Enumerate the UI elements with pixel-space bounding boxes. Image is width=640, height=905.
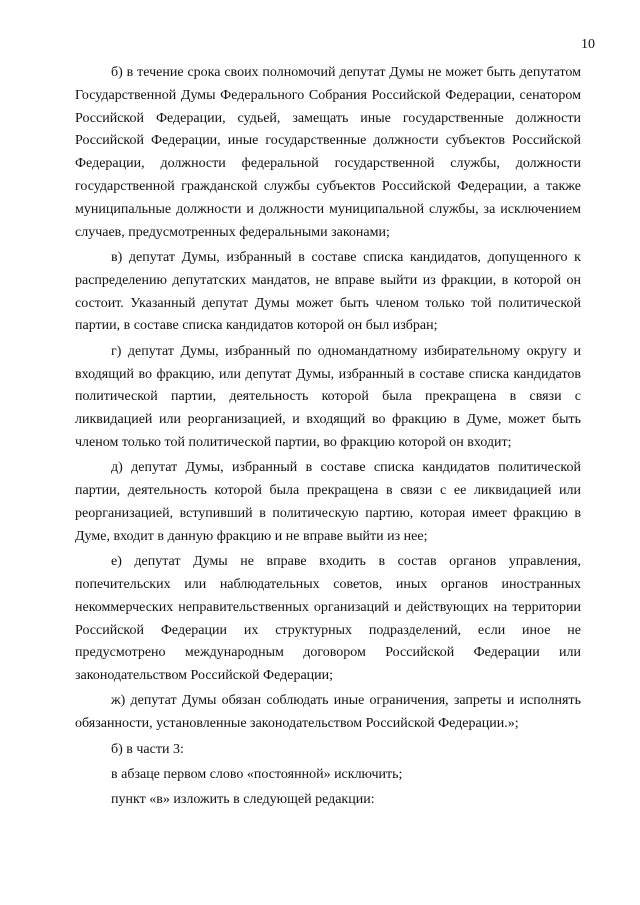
paragraph-d-liquidated-party: д) депутат Думы, избранный в составе списка кандидатов политической партии, деятельность которой была прекращена в связи с ее ликвидацией или реорганизацией, вступивший в политическую партию, которая имеет фракцию в Думе, входит в данную фракцию и не вправе выйти из нее; bbox=[75, 460, 581, 544]
paragraph-point-v: пункт «в» изложить в следующей редакции: bbox=[111, 792, 375, 808]
document-body bbox=[75, 62, 581, 815]
paragraph-part-3: б) в части 3: bbox=[111, 741, 184, 757]
paragraph-v-party-list-deputy: в) депутат Думы, избранный в составе списка кандидатов, допущенного к распределению депутатских мандатов, не вправе выйти из фракции, в которой он состоит. Указанный депутат Думы может быть членом только той политической партии, в составе списка кандидатов которой он был избран; bbox=[75, 249, 581, 334]
paragraph-g-single-mandate-deputy: г) депутат Думы, избранный по одномандатному избирательному округу и входящий во фракцию, или депутат Думы, избранный в составе списка кандидатов политической партии, деятельность которой была прекращена в связи с ликвидацией или реорганизацией, и входящий во фракцию в Думе, может быть членом только той политической партии, во фракцию которой он входит; bbox=[75, 343, 581, 450]
paragraph-first-abzac: в абзаце первом слово «постоянной» исключить; bbox=[111, 767, 403, 783]
paragraph-e-foreign-organizations: е) депутат Думы не вправе входить в состав органов управления, попечительских или наблюдательных советов, иных органов иностранных некоммерческих неправительственных организаций и действующих на территории Российской Федерации их структурных подразделений, если иное не предусмотрено международным договором Российской Федерации или законодательством Российской Федерации; bbox=[75, 554, 581, 684]
page-number: 10 bbox=[581, 37, 595, 52]
paragraph-b-restrictions: б) в течение срока своих полномочий депутат Думы не может быть депутатом Государственной Думы Федерального Собрания Российской Федерации, сенатором Российской Федерации, судьей, замещать иные государственные должности Российской Федерации, иные государственные должности субъектов Российской Федерации, должности федеральной государственной службы, должности государственной гражданской службы субъектов Российской Федерации, а также муниципальные должности и должности муниципальной службы, за исключением случаев, предусмотренных федеральными законами; bbox=[75, 65, 581, 240]
paragraph-zh-other-restrictions: ж) депутат Думы обязан соблюдать иные ограничения, запреты и исполнять обязанности, установленные законодательством Российской Федерации.»; bbox=[75, 693, 581, 732]
